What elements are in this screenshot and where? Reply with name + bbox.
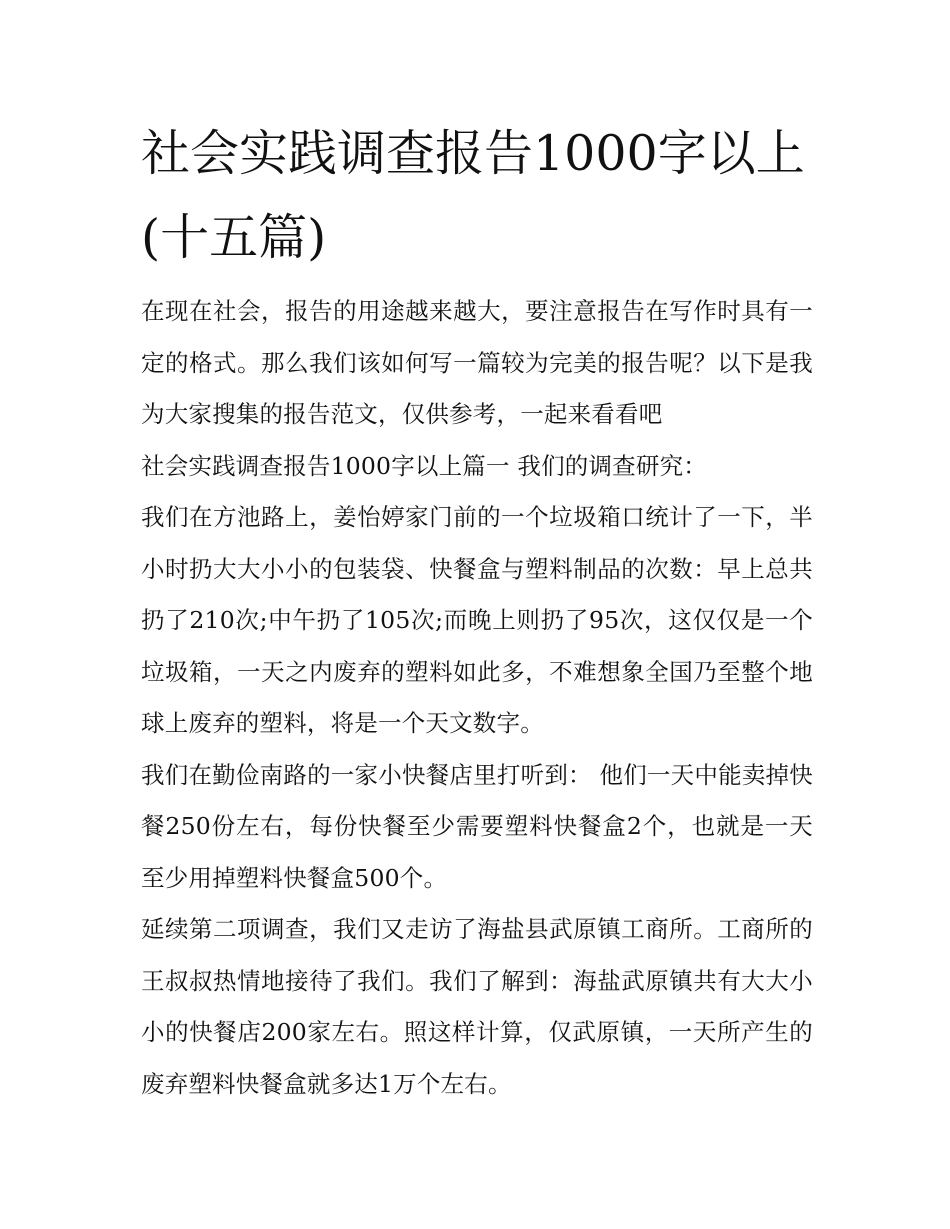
body-paragraph: 我们在勤俭南路的一家小快餐店里打听到： 他们一天中能卖掉快餐250份左右，每份快餐至少需要塑料快餐盒2个，也就是一天至少用掉塑料快餐盒500个。 bbox=[141, 760, 813, 892]
document-body bbox=[141, 112, 813, 1110]
section-heading: 社会实践调查报告1000字以上篇一 我们的调查研究： bbox=[141, 451, 707, 480]
body-paragraph: 延续第二项调查，我们又走访了海盐县武原镇工商所。工商所的王叔叔热情地接待了我们。我们了解到：海盐武原镇共有大大小小的快餐店200家左右。照这样计算，仅武原镇，一天所产生的废弃塑料快餐盒就多达1万个左右。 bbox=[141, 915, 813, 1098]
document-title: 社会实践调查报告1000字以上(十五篇) bbox=[141, 125, 805, 266]
intro-paragraph: 在现在社会，报告的用途越来越大，要注意报告在写作时具有一定的格式。那么我们该如何写一篇较为完美的报告呢？以下是我为大家搜集的报告范文，仅供参考，一起来看看吧 bbox=[141, 297, 813, 428]
body-paragraph: 我们在方池路上，姜怡婷家门前的一个垃圾箱口统计了一下，半小时扔大大小小的包装袋、快餐盒与塑料制品的次数：早上总共扔了210次;中午扔了105次;而晚上则扔了95次，这仅仅是一个垃圾箱，一天之内废弃的塑料如此多，不难想象全国乃至整个地球上废弃的塑料，将是一个天文数字。 bbox=[141, 503, 813, 737]
